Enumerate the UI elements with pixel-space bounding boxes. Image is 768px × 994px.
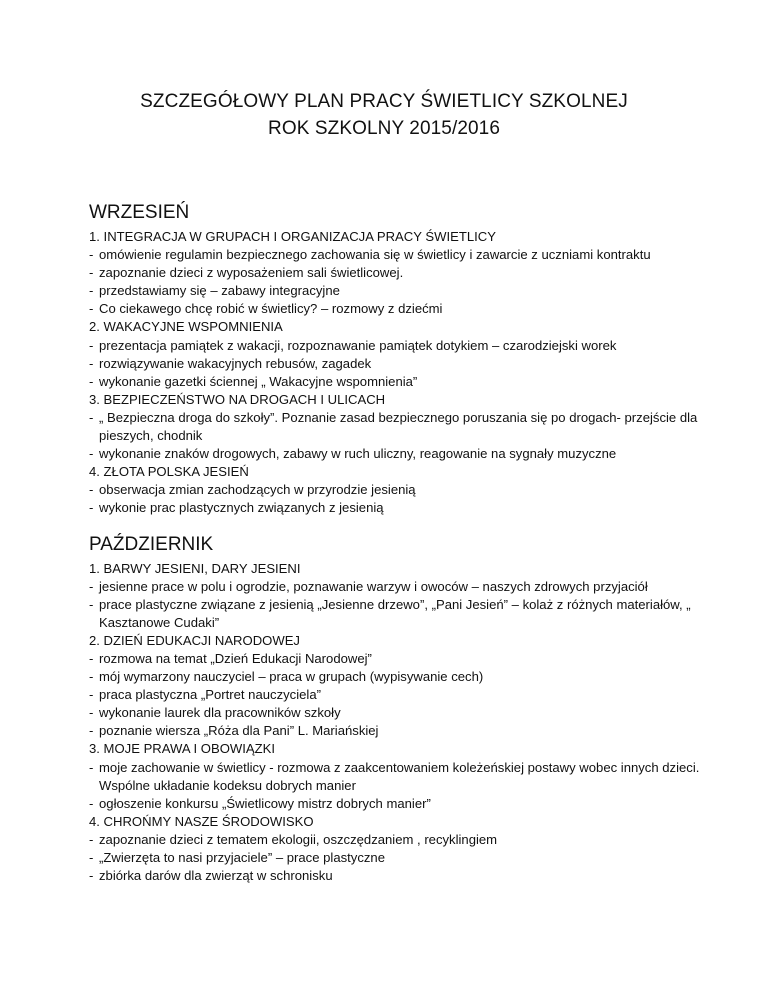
section-heading: 1. BARWY JESIENI, DARY JESIENI (89, 560, 301, 576)
list-item-text: praca plastyczna „Portret nauczyciela” (99, 687, 321, 703)
list-item-text: jesienne prace w polu i ogrodzie, poznawanie warzyw i owoców – naszych zdrowych przyjaciół (99, 578, 648, 594)
bullet-dash: - (89, 831, 94, 847)
bullet-dash: - (89, 265, 94, 281)
list-item-text: prezentacja pamiątek z wakacji, rozpoznawanie pamiątek dotykiem – czarodziejski worek (99, 337, 617, 353)
list-item (89, 668, 729, 686)
list-item (89, 704, 729, 722)
list-item (89, 831, 729, 849)
list-item-text: wykonanie znaków drogowych, zabawy w ruch uliczny, reagowanie na sygnały muzyczne (99, 446, 617, 462)
list-item-text: ogłoszenie konkursu „Świetlicowy mistrz dobrych manier” (99, 795, 431, 811)
section-heading: 2. WAKACYJNE WSPOMNIENIA (89, 319, 283, 335)
title-line-1: SZCZEGÓŁOWY PLAN PRACY ŚWIETLICY SZKOLNEJ (140, 91, 628, 112)
bullet-dash: - (89, 500, 94, 516)
list-item-text: moje zachowanie w świetlicy - rozmowa z zaakcentowaniem koleżeńskiej postawy wobec innych dzieci. Wspólne układanie kodeksu dobrych manier (99, 759, 700, 793)
bullet-dash: - (89, 337, 94, 353)
list-item-text: wykonanie gazetki ściennej „ Wakacyjne wspomnienia” (99, 373, 418, 389)
list-item (89, 686, 729, 704)
list-item-text: obserwacja zmian zachodzących w przyrodzie jesienią (99, 482, 416, 498)
bullet-dash: - (89, 705, 94, 721)
list-item (89, 759, 729, 795)
list-item-text: „Zwierzęta to nasi przyjaciele” – prace plastyczne (99, 850, 385, 865)
list-item (89, 409, 729, 445)
list-item (89, 373, 729, 391)
list-item (89, 264, 729, 282)
list-item-text: rozmowa na temat „Dzień Edukacji Narodowej” (99, 650, 372, 666)
bullet-dash: - (89, 650, 94, 666)
list-item-text: zbiórka darów dla zwierząt w schronisku (99, 868, 333, 884)
bullet-dash: - (89, 355, 94, 371)
section-heading: 3. BEZPIECZEŃSTWO NA DROGACH I ULICACH (89, 391, 386, 407)
list-item (89, 337, 729, 355)
list-item-text: Co ciekawego chcę robić w świetlicy? – rozmowy z dziećmi (99, 301, 443, 317)
bullet-dash: - (89, 723, 94, 739)
title-line-2: ROK SZKOLNY 2015/2016 (268, 118, 500, 139)
bullet-dash: - (89, 669, 94, 685)
plan-content (89, 200, 729, 885)
list-item (89, 355, 729, 373)
bullet-dash: - (89, 687, 94, 703)
list-item (89, 596, 729, 632)
bullet-dash: - (89, 578, 94, 594)
bullet-dash: - (89, 482, 94, 498)
bullet-dash: - (89, 446, 94, 462)
list-item (89, 445, 729, 463)
list-item-text: mój wymarzony nauczyciel – praca w grupach (wypisywanie cech) (99, 669, 484, 685)
list-item (89, 578, 729, 596)
month-heading: WRZESIEŃ (89, 202, 190, 223)
bullet-dash: - (89, 373, 94, 389)
bullet-dash: - (89, 409, 94, 425)
month-heading: PAŹDZIERNIK (89, 533, 214, 555)
list-item-text: poznanie wiersza „Róża dla Pani” L. Mariańskiej (99, 723, 379, 739)
bullet-dash: - (89, 868, 94, 884)
list-item-text: „ Bezpieczna droga do szkoły”. Poznanie zasad bezpiecznego poruszania się po drogach- przejście dla pieszych, chodnik (99, 409, 698, 444)
list-item-text: wykonie prac plastycznych związanych z jesienią (99, 500, 384, 516)
bullet-dash: - (89, 850, 94, 865)
list-item (89, 795, 729, 813)
list-item-text: prace plastyczne związane z jesienią „Jesienne drzewo”, „Pani Jesień” – kolaż z różnych materiałów, „ Kasztanowe Cudaki” (99, 596, 691, 630)
bullet-dash: - (89, 283, 94, 299)
list-item-text: wykonanie laurek dla pracowników szkoły (99, 705, 341, 721)
list-item-text: zapoznanie dzieci z tematem ekologii, oszczędzaniem , recyklingiem (99, 831, 498, 847)
list-item (89, 722, 729, 740)
section-heading: 4. CHROŃMY NASZE ŚRODOWISKO (89, 813, 314, 829)
section-heading: 2. DZIEŃ EDUKACJI NARODOWEJ (89, 632, 300, 648)
bullet-dash: - (89, 596, 94, 612)
list-item (89, 867, 729, 885)
document-title (0, 88, 768, 142)
section-heading: 1. INTEGRACJA W GRUPACH I ORGANIZACJA PRACY ŚWIETLICY (89, 229, 496, 244)
list-item (89, 849, 729, 867)
bullet-dash: - (89, 247, 94, 263)
bullet-dash: - (89, 795, 94, 811)
list-item (89, 650, 729, 668)
list-item-text: zapoznanie dzieci z wyposażeniem sali świetlicowej. (99, 265, 404, 281)
list-item-text: omówienie regulamin bezpiecznego zachowania się w świetlicy i zawarcie z uczniami kontraktu (99, 247, 651, 263)
list-item (89, 282, 729, 300)
bullet-dash: - (89, 759, 94, 775)
list-item-text: rozwiązywanie wakacyjnych rebusów, zagadek (99, 355, 372, 371)
section-heading: 3. MOJE PRAWA I OBOWIĄZKI (89, 741, 276, 757)
list-item (89, 481, 729, 499)
bullet-dash: - (89, 301, 94, 317)
list-item-text: przedstawiamy się – zabawy integracyjne (99, 283, 340, 299)
list-item (89, 499, 729, 517)
list-item (89, 246, 729, 264)
list-item (89, 300, 729, 318)
section-heading: 4. ZŁOTA POLSKA JESIEŃ (89, 464, 249, 480)
